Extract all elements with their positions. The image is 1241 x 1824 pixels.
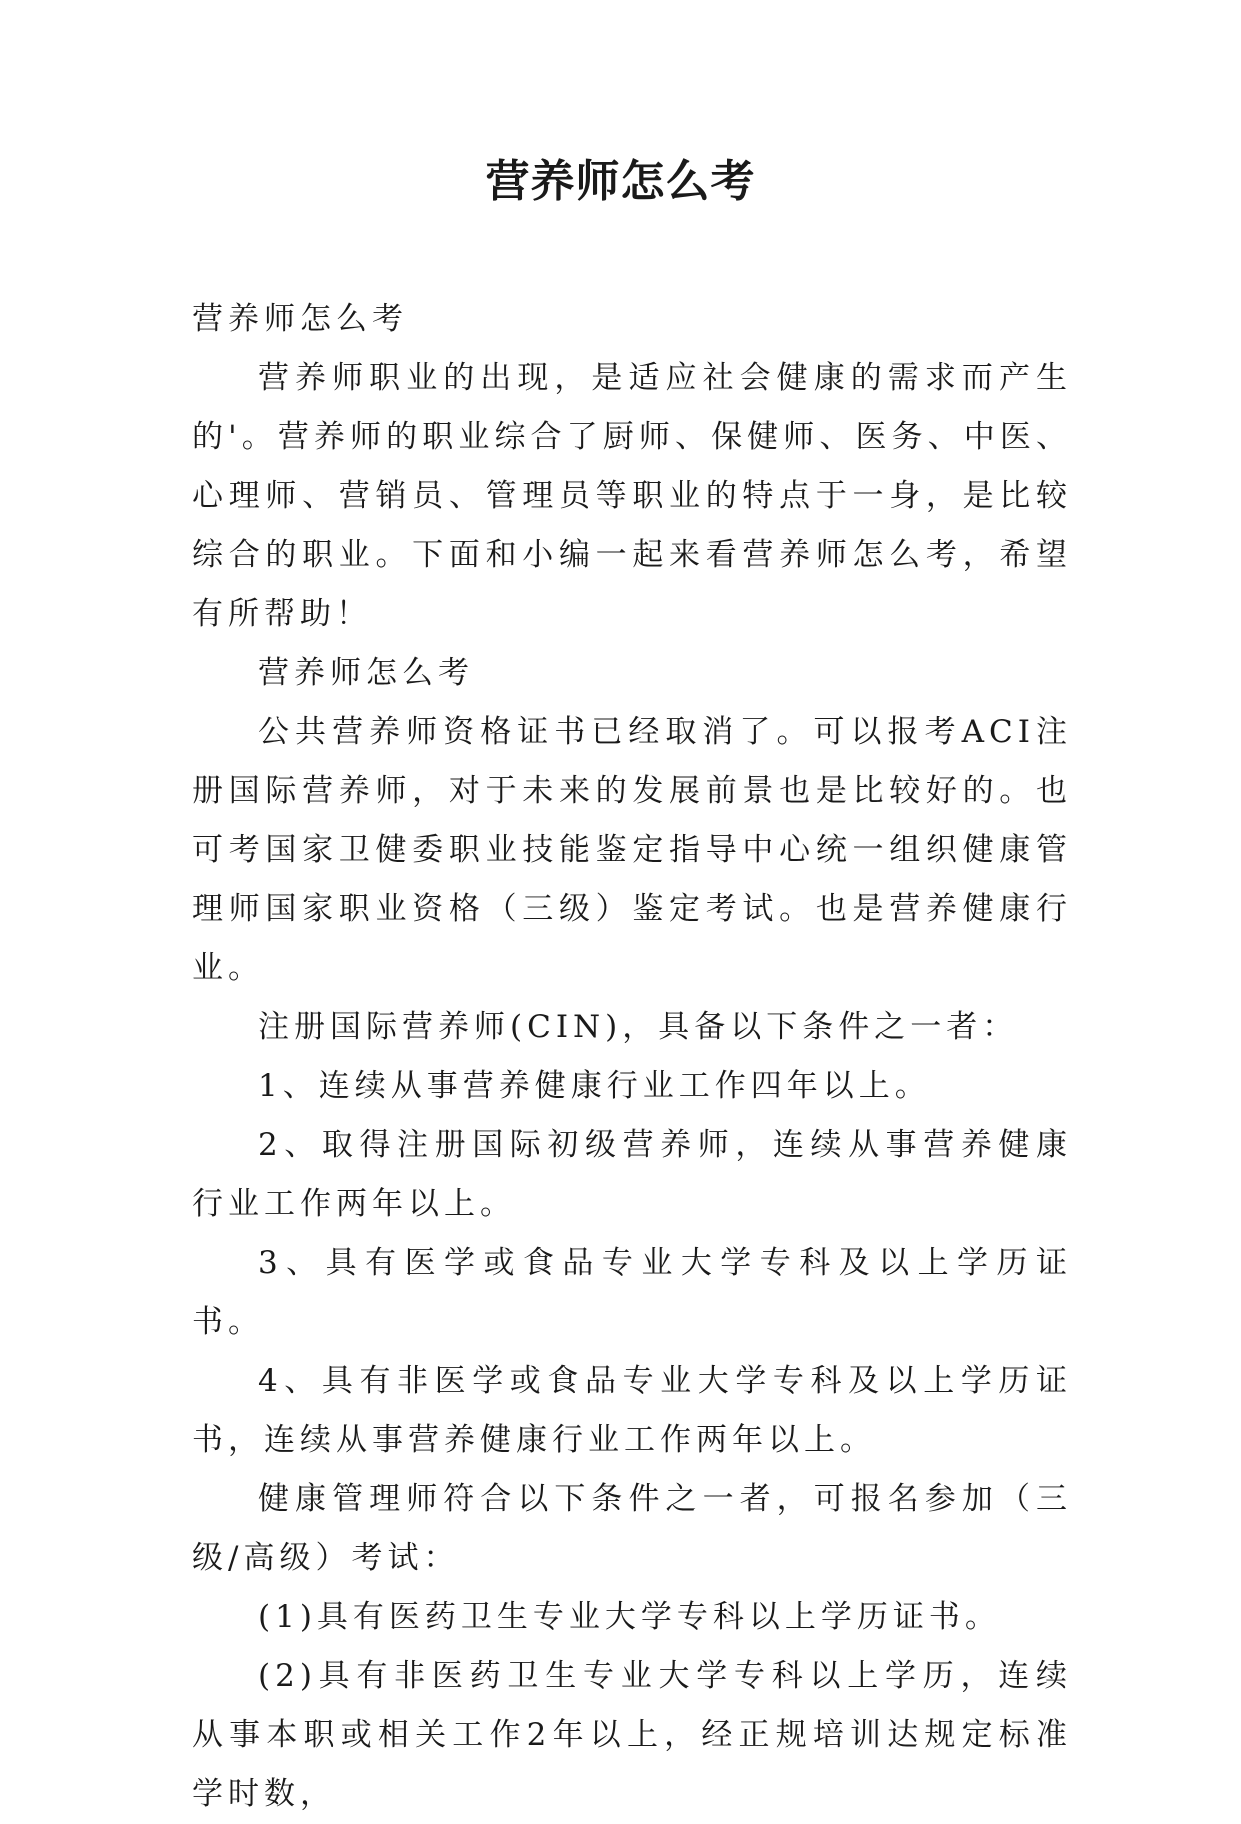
paragraph-subtitle: 营养师怎么考 xyxy=(192,301,408,337)
list-item: (1)具有医药卫生专业大学专科以上学历证书。 xyxy=(258,1599,1001,1635)
document-body xyxy=(192,290,1072,1824)
paragraph-certificate-info: 公共营养师资格证书已经取消了。可以报考ACI注册国际营养师，对于未来的发展前景也是比较好的。也可考国家卫健委职业技能鉴定指导中心统一组织健康管理师国家职业资格（三级）鉴定考试。也是营养健康行业。 xyxy=(192,714,1072,986)
list-item: 2、取得注册国际初级营养师，连续从事营养健康行业工作两年以上。 xyxy=(192,1127,1072,1222)
document-title: 营养师怎么考 xyxy=(485,156,756,207)
list-item: (2)具有非医药卫生专业大学专科以上学历，连续从事本职或相关工作2年以上，经正规培训达规定标准学时数， xyxy=(192,1658,1072,1812)
list-item: 4、具有非医学或食品专业大学专科及以上学历证书，连续从事营养健康行业工作两年以上。 xyxy=(192,1363,1072,1458)
paragraph-health-manager-conditions: 健康管理师符合以下条件之一者，可报名参加（三级/高级）考试： xyxy=(192,1481,1072,1576)
paragraph-section-heading: 营养师怎么考 xyxy=(258,655,474,691)
list-item: 1、连续从事营养健康行业工作四年以上。 xyxy=(258,1068,931,1104)
list-item: 3、具有医学或食品专业大学专科及以上学历证书。 xyxy=(192,1245,1072,1340)
paragraph-cin-conditions: 注册国际营养师(CIN)，具备以下条件之一者： xyxy=(258,1009,1019,1045)
paragraph-intro: 营养师职业的出现，是适应社会健康的需求而产生的'。营养师的职业综合了厨师、保健师、医务、中医、心理师、营销员、管理员等职业的特点于一身，是比较综合的职业。下面和小编一起来看营养师怎么考，希望有所帮助！ xyxy=(192,360,1072,632)
